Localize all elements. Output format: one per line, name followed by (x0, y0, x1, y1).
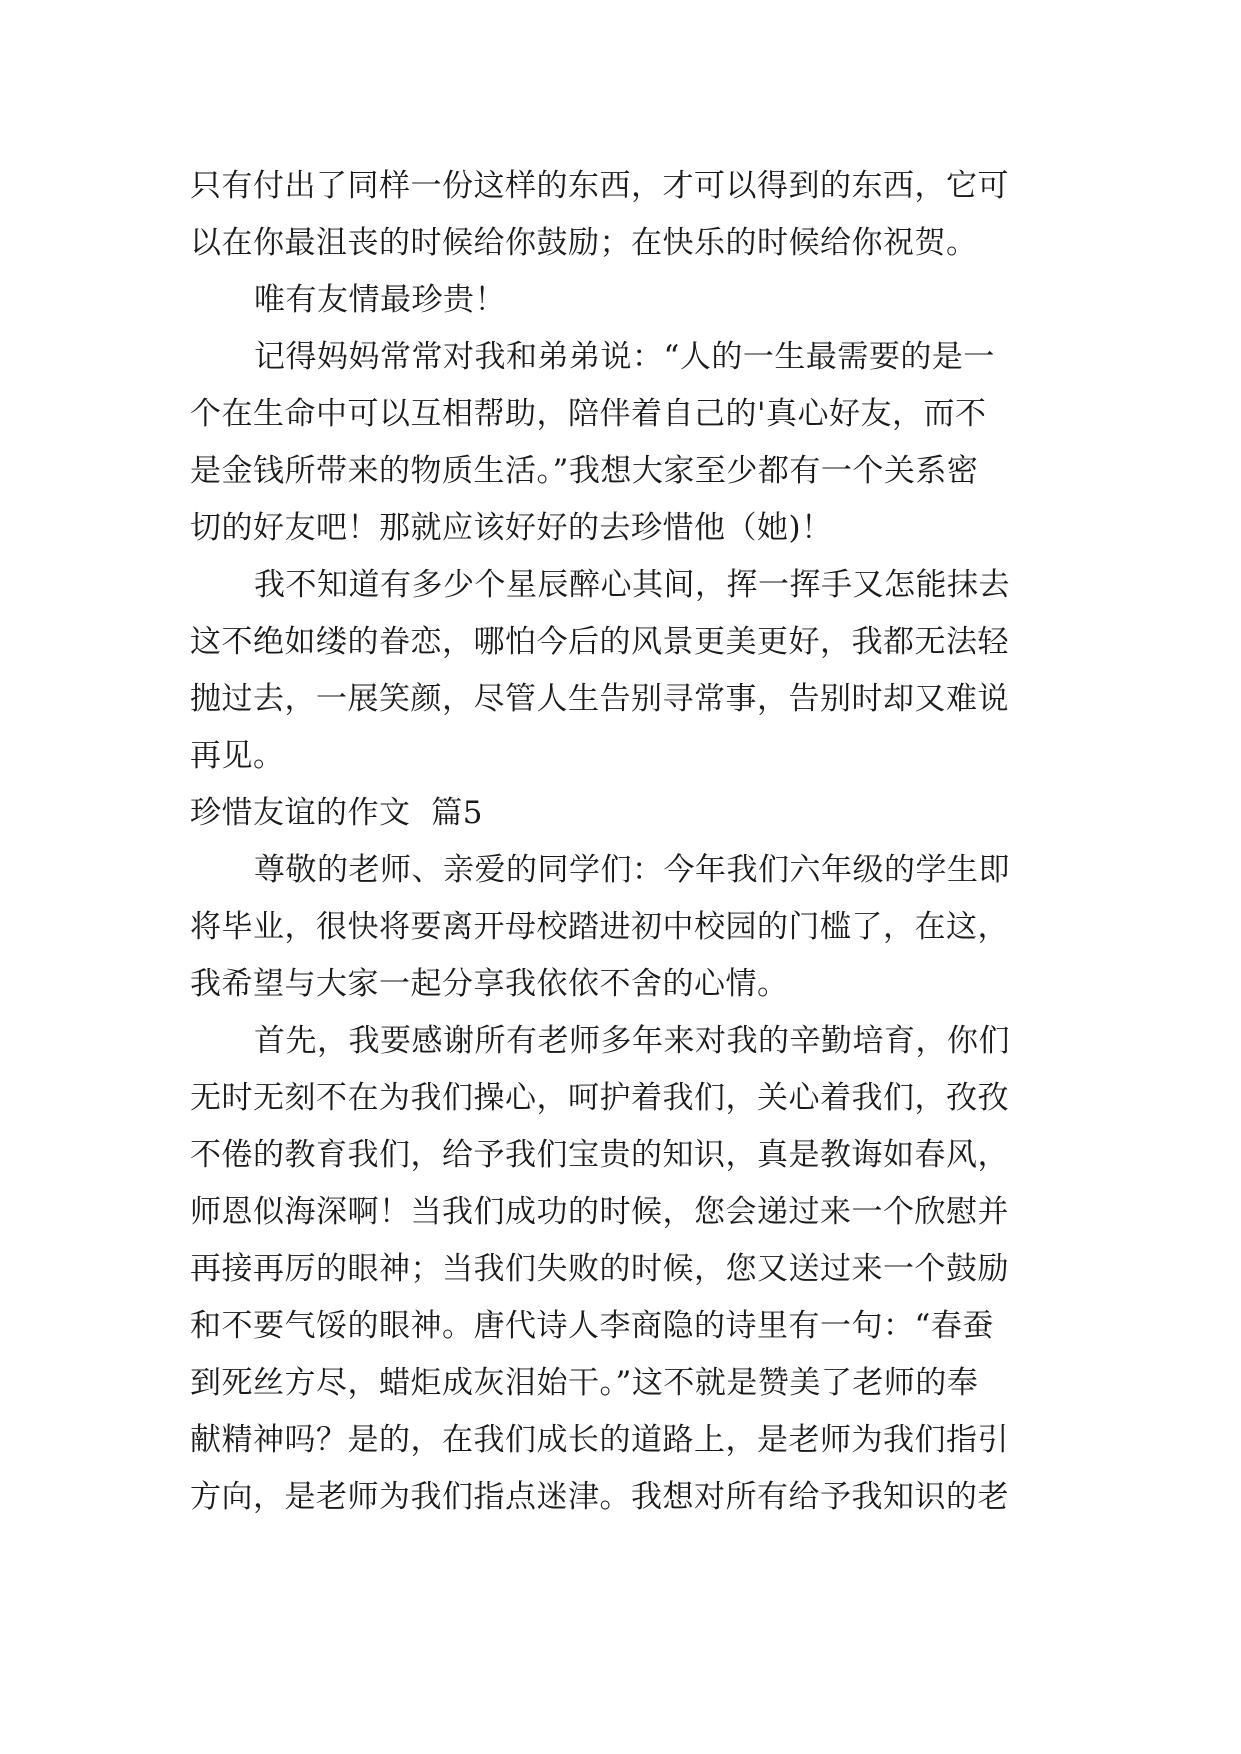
paragraph-line: 这不绝如缕的眷恋，哪怕今后的风景更美更好，我都无法轻 (190, 624, 1009, 660)
paragraph-line: 方向，是老师为我们指点迷津。我想对所有给予我知识的老 (190, 1479, 1009, 1515)
paragraph-line: 再见。 (190, 738, 285, 774)
paragraph-line: 是金钱所带来的物质生活。”我想大家至少都有一个关系密 (190, 453, 979, 489)
paragraph-line: 只有付出了同样一份这样的东西，才可以得到的东西，它可 (190, 168, 1009, 204)
paragraph-line: 再接再厉的眼神；当我们失败的时候，您又送过来一个鼓励 (190, 1251, 1009, 1287)
paragraph-line: 个在生命中可以互相帮助，陪伴着自己的'真心好友，而不 (190, 396, 987, 432)
paragraph-line: 师恩似海深啊！当我们成功的时候，您会递过来一个欣慰并 (190, 1194, 1009, 1230)
paragraph-line: 切的好友吧！那就应该好好的去珍惜他（她)！ (190, 510, 833, 546)
paragraph-line: 唯有友情最珍贵！ (254, 282, 506, 318)
paragraph-line: 以在你最沮丧的时候给你鼓励；在快乐的时候给你祝贺。 (190, 225, 978, 261)
paragraph-line: 尊敬的老师、亲爱的同学们：今年我们六年级的学生即 (254, 852, 1010, 888)
paragraph-line: 和不要气馁的眼神。唐代诗人李商隐的诗里有一句：“春蚕 (190, 1308, 994, 1344)
paragraph-line: 不倦的教育我们，给予我们宝贵的知识，真是教诲如春风， (190, 1137, 1009, 1173)
paragraph-line: 献精神吗？是的，在我们成长的道路上，是老师为我们指引 (190, 1422, 1009, 1458)
paragraph-line: 我不知道有多少个星辰醉心其间，挥一挥手又怎能抹去 (254, 567, 1010, 603)
paragraph-line: 无时无刻不在为我们操心，呵护着我们，关心着我们，孜孜 (190, 1080, 1009, 1116)
paragraph-line: 我希望与大家一起分享我依依不舍的心情。 (190, 966, 789, 1002)
paragraph-line: 首先，我要感谢所有老师多年来对我的辛勤培育，你们 (254, 1023, 1010, 1059)
paragraph-line: 到死丝方尽，蜡炬成灰泪始干。”这不就是赞美了老师的奉 (190, 1365, 979, 1401)
paragraph-line: 记得妈妈常常对我和弟弟说：“人的一生最需要的是一 (254, 339, 995, 375)
paragraph-line: 抛过去，一展笑颜，尽管人生告别寻常事，告别时却又难说 (190, 681, 1009, 717)
section-heading: 珍惜友谊的作文 篇5 (190, 795, 483, 831)
paragraph-line: 将毕业，很快将要离开母校踏进初中校园的门槛了，在这， (190, 909, 1009, 945)
